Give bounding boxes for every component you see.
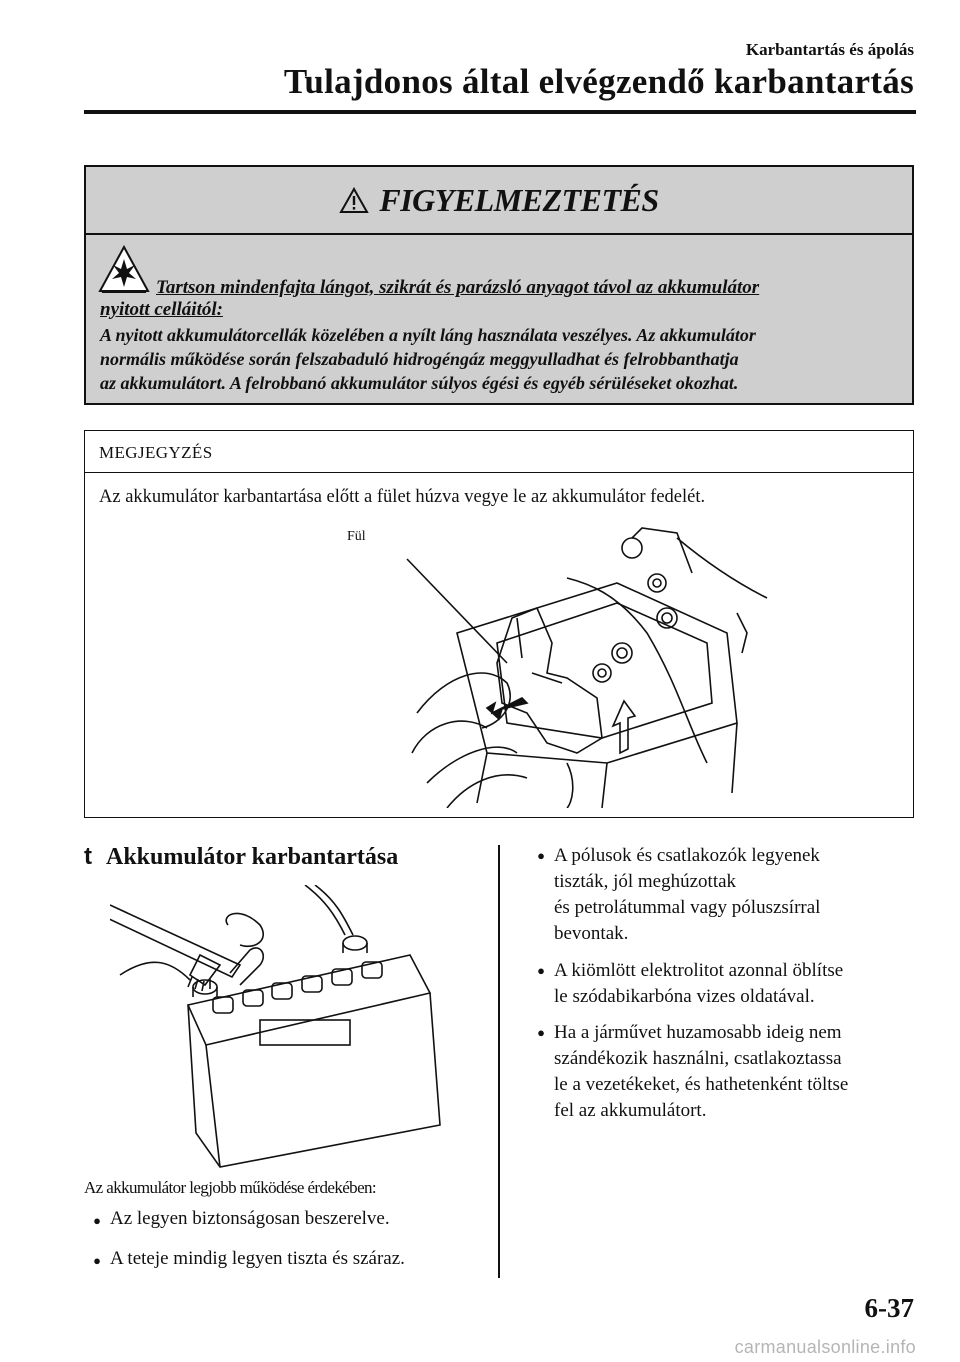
note-text: Az akkumulátor karbantartása előtt a fület húzva vegye le az akkumulátor fedelét. [99, 487, 706, 507]
line: és petrolátummal vagy póluszsírral [554, 897, 821, 918]
line: A pólusok és csatlakozók legyenek [554, 845, 820, 866]
list-item [528, 958, 918, 1010]
figure-label-ful: Fül [347, 529, 366, 544]
list-item-text [554, 843, 918, 947]
warning-body [100, 245, 898, 395]
line: bevontak. [554, 923, 629, 944]
bullet-icon: ● [537, 848, 545, 863]
bullet-icon: ● [93, 1213, 101, 1228]
bullet-icon: ● [93, 1253, 101, 1268]
bullet-icon: ● [537, 1025, 545, 1040]
section-marker: t [84, 843, 92, 870]
note-header [85, 431, 913, 473]
line: Ha a járművet huzamosabb ideig nem [554, 1022, 842, 1043]
warning-heading-part1: Tartson mindenfajta lángot, szikrát és parázsló anyagot távol az akkumulátor [156, 277, 760, 298]
column-divider [498, 845, 500, 1278]
bullet-icon: ● [537, 963, 545, 978]
explosion-icon [98, 245, 150, 299]
list-item [84, 1248, 405, 1274]
warning-heading-part2: nyitott celláitól: [100, 299, 223, 320]
warning-triangle-icon [339, 187, 369, 214]
line: tiszták, jól meghúzottak [554, 871, 737, 892]
line: le a vezetékeket, és hathetenként töltse [554, 1074, 849, 1095]
warning-text-line1: A nyitott akkumulátorcellák közelében a nyílt láng használata veszélyes. Az akkumulátor [100, 325, 756, 345]
warning-text-line3: az akkumulátort. A felrobbanó akkumulátor súlyos égési és egyéb sérüléseket okozhat. [100, 373, 739, 393]
line: szándékozik használni, csatlakoztassa [554, 1048, 842, 1069]
page-number: 6-37 [864, 1293, 914, 1323]
battery-cover-illustration [317, 523, 787, 808]
warning-header [86, 167, 912, 235]
figure-caption: Az akkumulátor legjobb működése érdekében: [84, 1178, 377, 1197]
list-item-text [554, 958, 918, 1010]
warning-text-line2: normális működése során felszabaduló hidrogéngáz meggyulladhat és felrobbanthatja [100, 349, 739, 369]
line: A kiömlött elektrolitot azonnal öblítse [554, 960, 844, 981]
watermark: carmanualsonline.info [734, 1337, 916, 1357]
list-item [528, 1020, 918, 1124]
warning-title: FIGYELMEZTETÉS [379, 181, 659, 218]
list-item-text: A teteje mindig legyen tiszta és száraz. [110, 1248, 405, 1269]
line: le szódabikarbóna vizes oldatával. [554, 986, 815, 1007]
section-title [84, 843, 398, 871]
warning-box [84, 165, 914, 405]
note-title: MEGJEGYZÉS [99, 443, 213, 462]
note-box [84, 430, 914, 818]
list-item [528, 843, 918, 947]
list-item-text: Az legyen biztonságosan beszerelve. [110, 1208, 390, 1229]
section-header: Karbantartás és ápolás [745, 40, 914, 59]
list-item-text [554, 1020, 918, 1124]
battery-cleaning-illustration [110, 885, 470, 1170]
line: fel az akkumulátort. [554, 1100, 707, 1121]
header-rule [84, 110, 916, 114]
section-title-text: Akkumulátor karbantartása [106, 844, 399, 870]
list-item [84, 1208, 390, 1234]
page-title: Tulajdonos által elvégzendő karbantartás [283, 62, 914, 101]
